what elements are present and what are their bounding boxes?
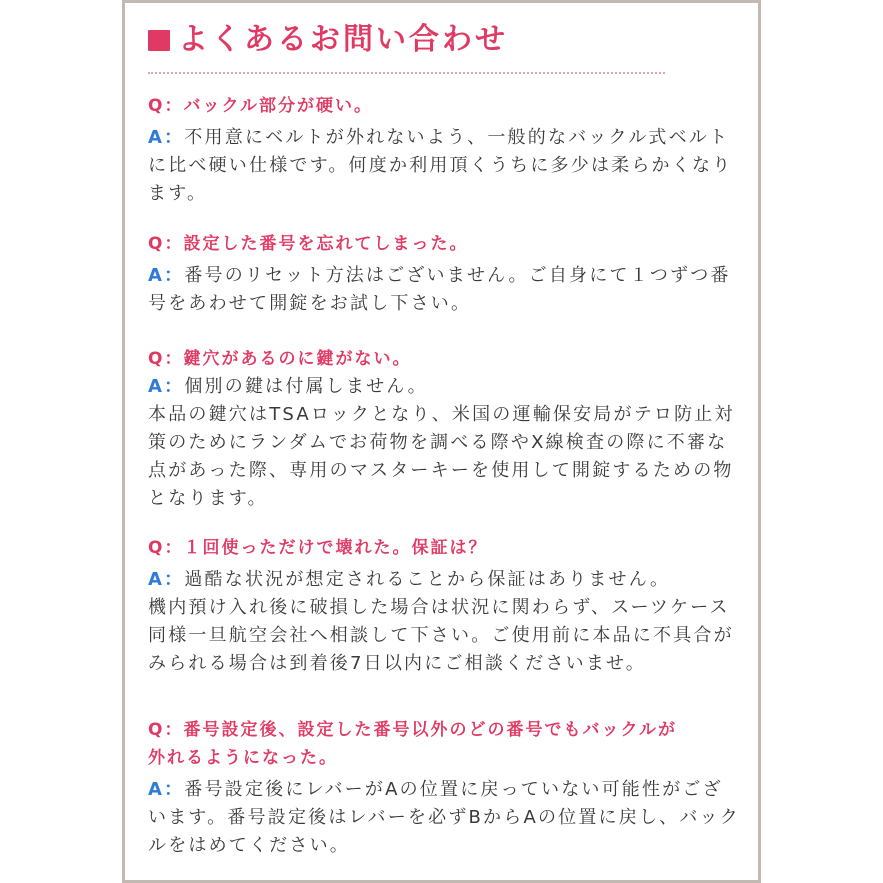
- answer-line: [148, 262, 748, 290]
- answer-line: となります。: [148, 488, 268, 509]
- question: Q：１回使っただけで壊れた。保証は？: [148, 538, 488, 558]
- answer: [148, 566, 748, 678]
- answer-text: 不用意にベルトが外れないよう、一般的なバックル式ベルト: [184, 127, 730, 148]
- answer-line: 号をあわせて開錠をお試し下さい。: [148, 293, 472, 314]
- question-line: 外れるようになった。: [148, 748, 338, 768]
- answer-label: A：: [148, 127, 185, 148]
- answer-text: 個別の鍵は付属しません。: [184, 376, 428, 397]
- answer-label: A：: [148, 265, 185, 286]
- faq-item: [148, 534, 748, 678]
- answer-line: [148, 373, 748, 401]
- dotted-divider: [148, 72, 665, 74]
- answer-line: 点があった際、専用のマスターキーを使用して開錠するための物: [148, 460, 734, 481]
- answer-label: A：: [148, 569, 185, 590]
- answer-line: [148, 566, 748, 594]
- question: Q：鍵穴があるのに鍵がない。: [148, 349, 412, 369]
- question-line: Q：番号設定後、設定した番号以外のどの番号でもバックルが: [148, 720, 677, 740]
- answer-line: [148, 124, 748, 152]
- answer-line: 本品の鍵穴はTSAロックとなり、米国の運輸保安局がテロ防止対: [148, 404, 735, 425]
- answer-line: ルをはめてください。: [148, 835, 350, 856]
- section-title: よくあるお問い合わせ: [178, 22, 508, 57]
- faq-panel: [122, 0, 761, 883]
- answer: [148, 776, 748, 860]
- answer-line: います。番号設定後はレバーを必ずBからAの位置に戻し、バック: [148, 807, 740, 828]
- faq-item: [148, 716, 748, 860]
- question: [148, 716, 748, 772]
- answer: [148, 262, 748, 318]
- answer-label: A：: [148, 376, 185, 397]
- answer-line: [148, 776, 748, 804]
- answer-line: 機内預け入れ後に破損した場合は状況に関わらず、スーツケース: [148, 597, 730, 618]
- answer-line: に比べ硬い仕様です。何度か利用頂くうちに多少は柔らかくなり: [148, 155, 733, 176]
- faq-item: [148, 92, 748, 208]
- section-header: [148, 21, 508, 59]
- answer-text: 番号のリセット方法はございません。ご自身にて１つずつ番: [184, 265, 731, 286]
- faq-item: [148, 345, 748, 513]
- answer-line: ます。: [148, 183, 208, 204]
- answer: [148, 373, 748, 513]
- answer-line: 策のためにランダムでお荷物を調べる際やX線検査の際に不審な: [148, 432, 728, 453]
- answer-line: みられる場合は到着後7日以内にご相談くださいませ。: [148, 653, 646, 674]
- answer-line: 同様一旦航空会社へ相談して下さい。ご使用前に本品に不具合が: [148, 625, 734, 646]
- question: Q：バックル部分が硬い。: [148, 96, 373, 116]
- answer-text: 番号設定後にレバーがAの位置に戻っていない可能性がござ: [184, 779, 723, 800]
- answer: [148, 124, 748, 208]
- answer-label: A：: [148, 779, 185, 800]
- answer-text: 過酷な状況が想定されることから保証はありません。: [184, 569, 671, 590]
- square-bullet-icon: [148, 30, 170, 51]
- faq-item: [148, 230, 748, 318]
- question: Q：設定した番号を忘れてしまった。: [148, 234, 469, 254]
